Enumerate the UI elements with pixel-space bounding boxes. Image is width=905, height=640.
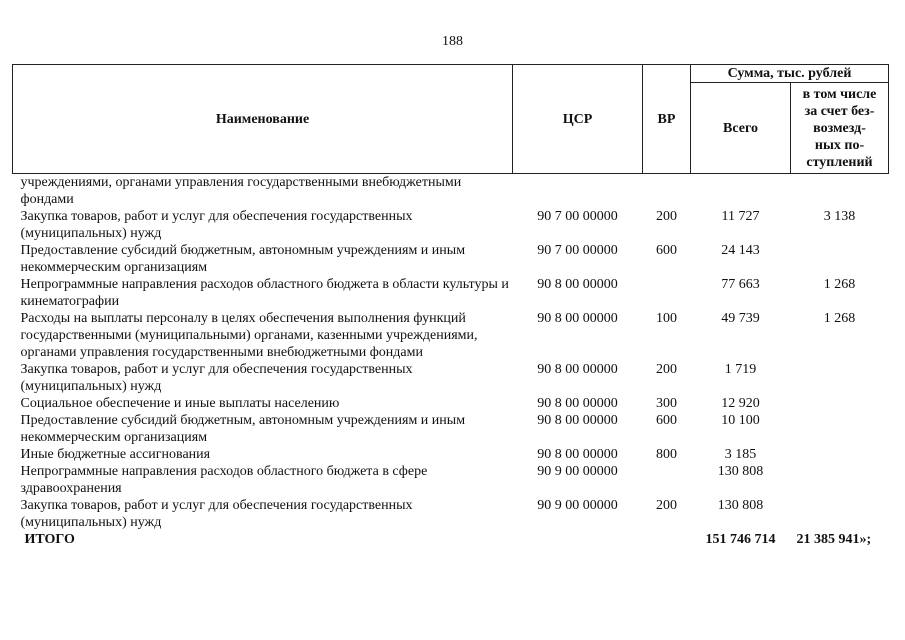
row-vr	[643, 174, 691, 209]
header-free-line: ных по-	[814, 137, 865, 153]
row-total: 11 727	[721, 209, 760, 224]
row-csr: 90 7 00 00000	[537, 243, 618, 258]
row-vr: 200	[656, 209, 677, 224]
row-name: Непрограммные направления расходов областного бюджета в области культуры и кинематографии	[20, 277, 509, 309]
row-total: 10 100	[721, 413, 760, 428]
row-free	[791, 446, 889, 463]
table-row	[13, 446, 889, 463]
table-row	[13, 361, 889, 395]
table-row	[13, 276, 889, 310]
header-total: Всего	[691, 83, 791, 174]
row-name: Расходы на выплаты персоналу в целях обеспечения выполнения функций государственными (муниципальными) органами, казенными учреждениями, органами управления государственными внебюджетными фондами	[20, 311, 478, 360]
table-body	[13, 174, 889, 549]
table-row	[13, 395, 889, 412]
row-free: 1 268	[823, 277, 856, 292]
table-row	[13, 208, 889, 242]
row-name: Непрограммные направления расходов областного бюджета в сфере здравоохранения	[20, 464, 428, 496]
row-vr: 100	[656, 311, 677, 326]
totals-free: 21 385 941»;	[796, 532, 872, 547]
header-free-line: за счет без-	[804, 103, 875, 119]
table-row	[13, 463, 889, 497]
header-vr: ВР	[643, 65, 691, 174]
row-vr: 600	[656, 243, 677, 258]
row-csr: 90 8 00 00000	[537, 396, 618, 411]
row-csr: 90 8 00 00000	[537, 362, 618, 377]
row-free	[791, 463, 889, 497]
row-name: Предоставление субсидий бюджетным, автономным учреждениям и иным некоммерческим организациям	[20, 413, 466, 445]
row-free: 3 138	[823, 209, 856, 224]
row-total: 130 808	[717, 464, 764, 479]
row-csr: 90 8 00 00000	[537, 311, 618, 326]
table-header	[13, 65, 889, 174]
row-free	[791, 412, 889, 446]
header-free	[791, 83, 889, 174]
row-name: Социальное обеспечение и иные выплаты населению	[20, 396, 340, 411]
row-name: учреждениями, органами управления государственными внебюджетными фондами	[20, 175, 462, 207]
budget-table	[12, 64, 889, 548]
header-free-line: ступлений	[806, 154, 873, 170]
row-vr: 800	[656, 447, 677, 462]
page-number: 188	[442, 34, 463, 49]
row-csr: 90 8 00 00000	[537, 277, 618, 292]
table-row	[13, 412, 889, 446]
row-total: 3 185	[724, 447, 757, 462]
header-sum-group: Сумма, тыс. рублей	[691, 65, 889, 83]
row-vr: 600	[656, 413, 677, 428]
header-name: Наименование	[13, 65, 513, 174]
row-name: Закупка товаров, работ и услуг для обеспечения государственных (муниципальных) нужд	[20, 209, 413, 241]
row-vr	[643, 276, 691, 310]
row-total: 12 920	[721, 396, 760, 411]
row-csr: 90 9 00 00000	[537, 464, 618, 479]
row-total	[691, 174, 791, 209]
row-free	[791, 395, 889, 412]
row-free	[791, 361, 889, 395]
row-csr: 90 8 00 00000	[537, 447, 618, 462]
table-row	[13, 497, 889, 531]
row-free: 1 268	[823, 311, 856, 326]
header-csr: ЦСР	[513, 65, 643, 174]
row-vr: 200	[656, 362, 677, 377]
row-vr	[643, 463, 691, 497]
row-vr: 200	[656, 498, 677, 513]
row-name: Закупка товаров, работ и услуг для обеспечения государственных (муниципальных) нужд	[20, 362, 413, 394]
row-csr: 90 7 00 00000	[537, 209, 618, 224]
row-free	[791, 242, 889, 276]
row-free	[791, 497, 889, 531]
totals-label: ИТОГО	[24, 532, 75, 547]
header-free-line: в том числе	[802, 86, 877, 102]
row-vr: 300	[656, 396, 677, 411]
totals-total: 151 746 714	[705, 532, 776, 547]
row-csr: 90 8 00 00000	[537, 413, 618, 428]
row-total: 1 719	[724, 362, 757, 377]
row-total: 77 663	[721, 277, 760, 292]
table-row	[13, 174, 889, 209]
table-row	[13, 242, 889, 276]
row-free	[791, 174, 889, 209]
row-csr	[513, 174, 643, 209]
row-name: Иные бюджетные ассигнования	[20, 447, 211, 462]
row-name: Закупка товаров, работ и услуг для обеспечения государственных (муниципальных) нужд	[20, 498, 413, 530]
row-csr: 90 9 00 00000	[537, 498, 618, 513]
header-free-line: возмезд-	[813, 120, 866, 136]
totals-row	[13, 531, 889, 548]
table-row	[13, 310, 889, 361]
row-name: Предоставление субсидий бюджетным, автономным учреждениям и иным некоммерческим организациям	[20, 243, 466, 275]
row-total: 49 739	[721, 311, 760, 326]
row-total: 130 808	[717, 498, 764, 513]
row-total: 24 143	[721, 243, 760, 258]
